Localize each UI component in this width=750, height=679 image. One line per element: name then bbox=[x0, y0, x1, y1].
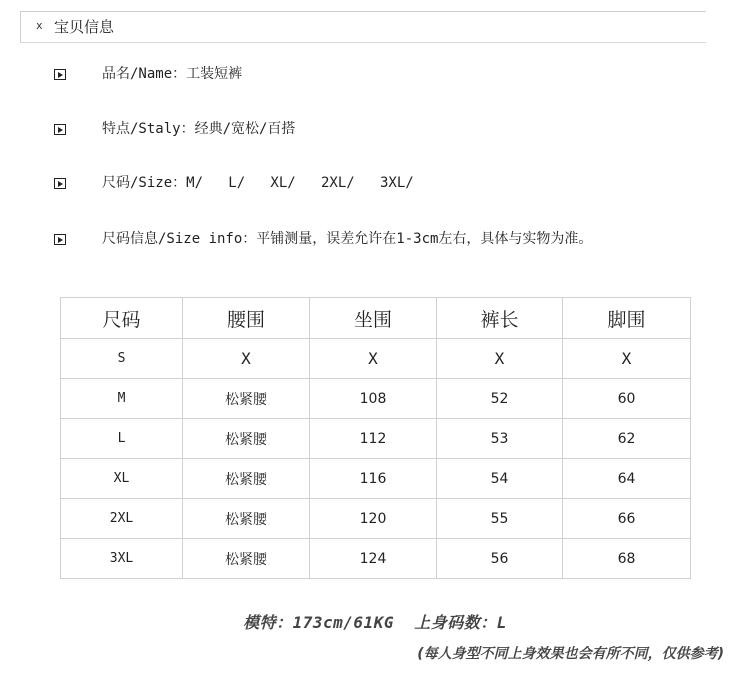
info-row-size-info bbox=[54, 229, 593, 249]
table-cell: 松紧腰 bbox=[183, 539, 310, 579]
table-cell: 松紧腰 bbox=[183, 419, 310, 459]
info-row-name bbox=[54, 64, 243, 84]
header-bottom-border bbox=[20, 42, 706, 43]
table-cell: 54 bbox=[437, 459, 563, 499]
table-cell: 64 bbox=[563, 459, 691, 499]
section-title: 宝贝信息 bbox=[54, 18, 115, 36]
table-cell: 66 bbox=[563, 499, 691, 539]
info-row-style bbox=[54, 119, 296, 139]
play-icon bbox=[54, 178, 66, 189]
table-cell: 108 bbox=[310, 379, 437, 419]
table-cell: 60 bbox=[563, 379, 691, 419]
table-cell: 62 bbox=[563, 419, 691, 459]
info-text-size: 尺码/Size：M/ L/ XL/ 2XL/ 3XL/ bbox=[102, 175, 414, 191]
info-text-size-info: 尺码信息/Size info：平铺测量，误差允许在1-3cm左右，具体与实物为准。 bbox=[102, 231, 593, 247]
header-waist: 腰围 bbox=[183, 298, 310, 339]
table-cell: 68 bbox=[563, 539, 691, 579]
table-row bbox=[61, 339, 691, 379]
info-text-name: 品名/Name：工装短裤 bbox=[102, 66, 243, 82]
table-cell: 松紧腰 bbox=[183, 459, 310, 499]
table-cell: 120 bbox=[310, 499, 437, 539]
header-left-border bbox=[20, 11, 21, 43]
table-cell: S bbox=[61, 339, 183, 379]
disclaimer-note: (每人身型不同上身效果也会有所不同，仅供参考) bbox=[417, 646, 724, 662]
table-cell: M bbox=[61, 379, 183, 419]
table-row bbox=[61, 379, 691, 419]
table-cell: 112 bbox=[310, 419, 437, 459]
table-row bbox=[61, 539, 691, 579]
table-cell: 3XL bbox=[61, 539, 183, 579]
header-length: 裤长 bbox=[437, 298, 563, 339]
table-cell: X bbox=[183, 339, 310, 379]
size-table bbox=[60, 297, 691, 579]
close-icon[interactable]: x bbox=[36, 19, 43, 32]
table-row bbox=[61, 419, 691, 459]
table-cell: 松紧腰 bbox=[183, 379, 310, 419]
table-cell: X bbox=[563, 339, 691, 379]
header-top-border bbox=[20, 11, 706, 12]
header-hem: 脚围 bbox=[563, 298, 691, 339]
table-row bbox=[61, 459, 691, 499]
info-row-size bbox=[54, 173, 414, 193]
table-cell: 松紧腰 bbox=[183, 499, 310, 539]
table-cell: 124 bbox=[310, 539, 437, 579]
table-cell: 53 bbox=[437, 419, 563, 459]
table-row bbox=[61, 499, 691, 539]
table-cell: XL bbox=[61, 459, 183, 499]
model-info: 模特：173cm/61KG 上身码数：L bbox=[243, 613, 507, 632]
table-cell: X bbox=[437, 339, 563, 379]
header-size: 尺码 bbox=[61, 298, 183, 339]
table-cell: 116 bbox=[310, 459, 437, 499]
table-cell: 2XL bbox=[61, 499, 183, 539]
table-cell: 56 bbox=[437, 539, 563, 579]
table-cell: X bbox=[310, 339, 437, 379]
play-icon bbox=[54, 124, 66, 135]
table-cell: L bbox=[61, 419, 183, 459]
table-cell: 52 bbox=[437, 379, 563, 419]
info-text-style: 特点/Staly：经典/宽松/百搭 bbox=[102, 121, 296, 137]
play-icon bbox=[54, 69, 66, 80]
header-hip: 坐围 bbox=[310, 298, 437, 339]
play-icon bbox=[54, 234, 66, 245]
table-header-row bbox=[61, 298, 691, 339]
table-cell: 55 bbox=[437, 499, 563, 539]
